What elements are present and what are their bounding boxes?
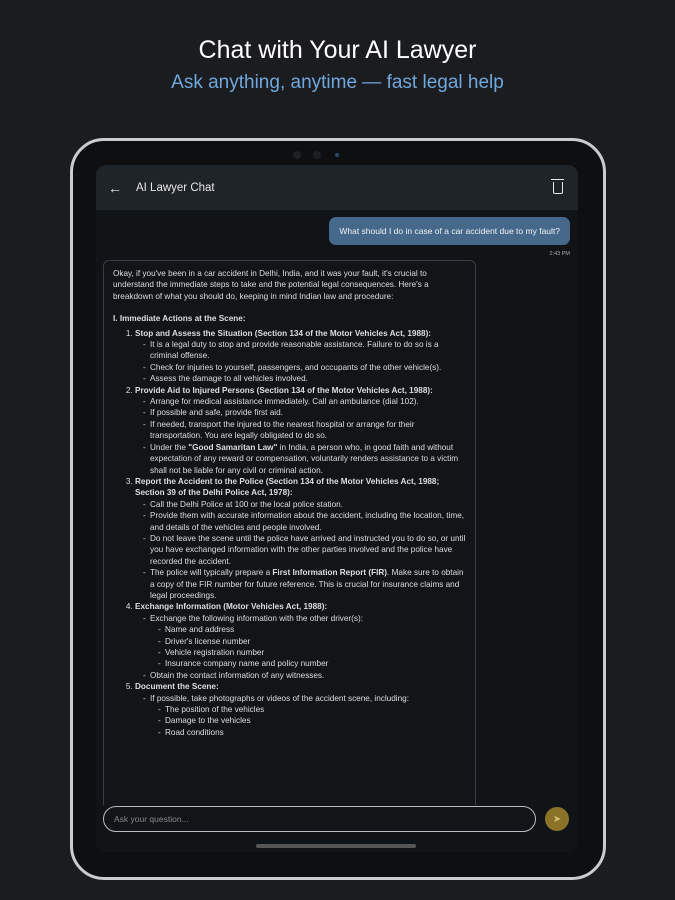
section-title: Document the Scene:	[135, 682, 219, 692]
bullet-item	[143, 533, 466, 567]
sub-bullet-item: - Driver's license number	[158, 636, 466, 647]
bullet-text: It is a legal duty to stop and provide reasonable assistance. Failure to do so is a criminal offense.	[150, 340, 439, 361]
bullet-text: Call the Delhi Police at 100 or the local police station.	[150, 499, 343, 509]
bullet-text: Do not leave the scene until the police have arrived and instructed you to do so, or until you have exchanged information with the other parties involved and the police have recorded the accident.	[150, 533, 466, 566]
bullet-text: Assess the damage to all vehicles involved.	[150, 374, 308, 384]
bullet-text: If needed, transport the injured to the nearest hospital or arrange for their transportation. You are legally obligated to do so.	[150, 419, 415, 441]
reply-section	[135, 601, 466, 681]
app-title: AI Lawyer Chat	[136, 181, 215, 194]
bullet-text: If possible, take photographs or videos of the accident scene, including:	[150, 693, 409, 703]
bullet-item	[143, 442, 466, 476]
hero-title: Chat with Your AI Lawyer	[198, 36, 477, 64]
section-title: Stop and Assess the Situation (Section 134 of the Motor Vehicles Act, 1988):	[135, 328, 432, 338]
bullet-item	[143, 510, 466, 533]
sub-bullet-item: - Road conditions	[158, 727, 466, 738]
reply-sections	[113, 328, 466, 739]
section-bullets	[135, 339, 466, 385]
bullet-text: . Make sure to obtain a copy of the FIR number for future reference. This is crucial for insurance claims and legal proceedings.	[150, 568, 464, 600]
section-bullets	[135, 396, 466, 476]
bullet-item	[143, 419, 466, 442]
section-bullets	[135, 499, 466, 602]
bullet-item	[143, 407, 466, 418]
bullet-text: If possible and safe, provide first aid.	[150, 408, 283, 418]
reply-intro: Okay, if you've been in a car accident in Delhi, India, and it was your fault, it's crucial to understand the immediate steps to take and the potential legal consequences. Here's a breakdown of what you should do, keeping in mind Indian law and procedure:	[113, 269, 429, 301]
bullet-text: Obtain the contact information of any witnesses.	[150, 670, 325, 680]
camera-dot	[293, 151, 301, 159]
question-input[interactable]: Ask your question...	[103, 806, 536, 832]
sub-bullet-item: - The position of the vehicles	[158, 704, 466, 715]
bullet-item	[143, 670, 466, 681]
hero-subtitle: Ask anything, anytime — fast legal help	[171, 72, 504, 93]
reply-heading: I. Immediate Actions at the Scene:	[113, 314, 246, 324]
bullet-item	[143, 693, 466, 739]
reply-section	[135, 476, 466, 601]
bullet-item	[143, 396, 466, 407]
bullet-item	[143, 362, 466, 373]
bullet-text: Exchange the following information with the other driver(s):	[150, 613, 363, 623]
send-icon: ➤	[552, 813, 562, 825]
reply-section	[135, 385, 466, 476]
bullet-item	[143, 499, 466, 510]
assistant-message	[103, 260, 476, 805]
app-bar	[96, 165, 578, 210]
sub-bullet-item: - Vehicle registration number	[158, 647, 466, 658]
composer	[103, 806, 569, 832]
trash-icon[interactable]	[553, 182, 563, 194]
sub-bullets	[150, 624, 466, 670]
message-timestamp: 2:43 PM	[549, 251, 570, 257]
bullet-text: Arrange for medical assistance immediately. Call an ambulance (dial 102).	[150, 397, 419, 407]
bullet-emphasis: First Information Report (FIR)	[272, 568, 388, 578]
bullet-text: Under the	[150, 442, 189, 452]
section-title: Exchange Information (Motor Vehicles Act, 1988):	[135, 602, 328, 612]
sub-bullets	[150, 704, 466, 738]
bullet-text: The police will typically prepare a	[150, 568, 273, 578]
send-button[interactable]	[545, 807, 569, 831]
camera-lens	[335, 153, 339, 157]
user-message: What should I do in case of a car accident due to my fault?	[329, 217, 570, 245]
reply-section	[135, 681, 466, 738]
bullet-item	[143, 567, 466, 601]
section-bullets	[135, 693, 466, 739]
chat-screen	[96, 165, 578, 852]
bullet-item	[143, 613, 466, 670]
section-bullets	[135, 613, 466, 681]
back-arrow-icon[interactable]: ←	[108, 179, 122, 196]
bullet-item	[143, 339, 466, 362]
sub-bullet-item: - Insurance company name and policy number	[158, 658, 466, 669]
bullet-text: Check for injuries to yourself, passengers, and occupants of the other vehicle(s).	[150, 362, 442, 372]
section-title: Provide Aid to Injured Persons (Section 134 of the Motor Vehicles Act, 1988):	[135, 385, 433, 395]
sub-bullet-item: - Damage to the vehicles	[158, 715, 466, 726]
bullet-text: in India, a person who, in good faith and without expectation of any reward or compensation, voluntarily renders assistance to a victim shall not be liable for any civil or criminal action.	[150, 442, 459, 475]
camera-dot	[313, 151, 321, 159]
bullet-item	[143, 373, 466, 384]
bullet-text: Provide them with accurate information about the accident, including the location, time, and details of the vehicles and people involved.	[150, 511, 465, 532]
home-indicator	[256, 844, 416, 848]
bullet-emphasis: "Good Samaritan Law"	[188, 442, 278, 452]
section-title: Report the Accident to the Police (Section 134 of the Motor Vehicles Act, 1988; Section 39 of the Delhi Police Act, 1978):	[135, 476, 440, 498]
sub-bullet-item: - Name and address	[158, 624, 466, 635]
reply-section	[135, 328, 466, 385]
